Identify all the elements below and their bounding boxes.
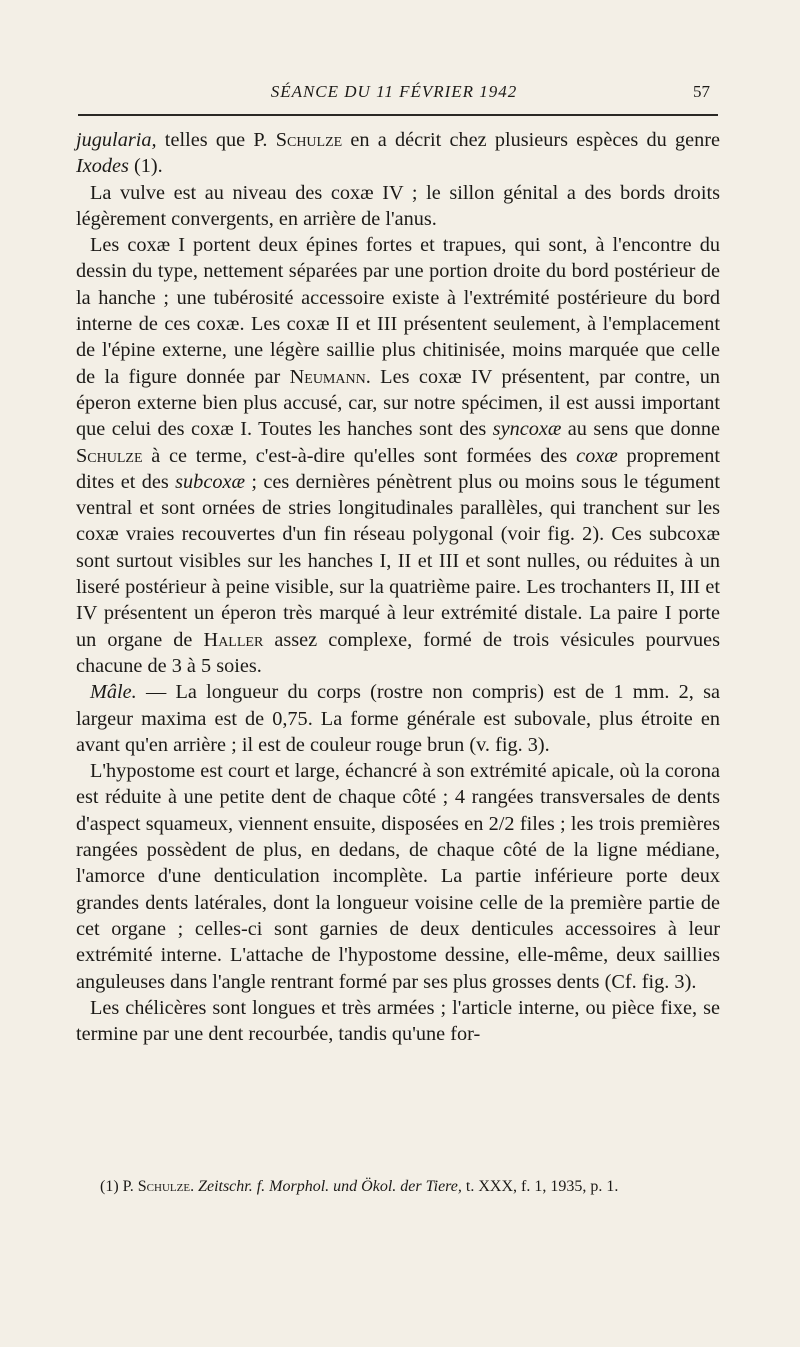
text-segment: proprement dites et des xyxy=(76,444,720,493)
journal-title: Zeitschr. f. Morphol. und Ökol. der Tiere, xyxy=(198,1178,462,1195)
body-text xyxy=(76,127,720,1047)
genus-name: Ixodes xyxy=(76,155,129,178)
term-syncoxae: syncoxæ xyxy=(492,418,562,441)
paragraph-5: L'hypostome est court et large, échancré à son extrémité apicale, où la corona est réduite à une petite dent de chaque côté ; 4 rangées transversales de dents d'aspect squameux, viennent ensuite, disposées en 2/2 files ; les trois premières rangées possèdent de plus, en dedans, de chaque côté de la ligne médiane, l'amorce d'une denticulation incomplète. La partie inférieure porte deux grandes dents latérales, dont la longueur voisine celle de la première partie de cet organe ; celles-ci sont garnies de deux denticules accessoires à leur extrémité interne. L'attache de l'hypostome dessine, elle-même, deux saillies anguleuses dans l'angle rentrant formé par ses plus grosses dents (Cf. fig. 3). xyxy=(76,760,720,993)
author-name: Haller xyxy=(203,628,264,651)
paragraph-6: Les chélicères sont longues et très armées ; l'article interne, ou pièce fixe, se termine par une dent recourbée, tandis qu'une for- xyxy=(76,996,720,1046)
paragraph-1 xyxy=(76,127,720,180)
text-segment: au sens que donne xyxy=(561,418,720,441)
text-segment: ; ces dernières pénètrent plus ou moins sous le tégument ventral et sont ornées de stries longitudinales parallèles, qui tranchent sur les coxæ vraies recouvertes d'un fin réseau polygonal (voir fig. 2). Ces subcoxæ sont surtout visibles sur les hanches I, II et III et sont nulles, ou réduites à un liseré postérieur à peine visible, sur la quatrième paire. Les trochanters II, III et IV présentent un éperon très marqué à leur extrémité distale. La paire I porte un organe de xyxy=(76,470,721,651)
section-label-male: Mâle. xyxy=(90,681,137,704)
running-title: SÉANCE DU 11 FÉVRIER 1942 xyxy=(270,82,518,101)
species-name: jugularia, xyxy=(76,129,157,151)
text-segment: Les coxæ I portent deux épines fortes et trapues, qui sont, à l'encontre du dessin du type, nettement séparées par une portion droite du bord postérieur de la hanche ; une tubérosité accessoire existe à l'extrémité postérieure du bord interne de ces coxæ. Les coxæ II et III présentent seulement, à l'emplacement de l'épine externe, une légère saillie plus chitinisée, moins marquée que celle de la figure donnée par xyxy=(76,234,720,388)
author-name: Schulze xyxy=(137,1178,191,1195)
text-segment: . xyxy=(190,1178,199,1195)
page-header xyxy=(78,82,710,110)
term-subcoxae: subcoxæ xyxy=(175,470,245,493)
page-number: 57 xyxy=(693,82,710,101)
text-segment: . Les coxæ IV présentent, par contre, un éperon externe bien plus accusé, car, sur notre spécimen, il est aussi important que celui des coxæ I. Toutes les hanches sont des xyxy=(76,365,720,441)
text-segment: en a décrit chez plusieurs espèces du genre xyxy=(342,129,721,151)
header-rule xyxy=(78,114,718,116)
author-name: Schulze xyxy=(275,129,343,151)
paragraph-2: La vulve est au niveau des coxæ IV ; le sillon génital a des bords droits légèrement convergents, en arrière de l'anus. xyxy=(76,181,720,230)
author-name: Schulze xyxy=(76,444,143,467)
text-segment: — La longueur du corps (rostre non compris) est de 1 mm. 2, sa largeur maxima est de 0,75. La forme générale est subovale, plus étroite en avant qu'en arrière ; il est de couleur rouge brun (v. fig. 3). xyxy=(76,681,720,756)
text-segment: telles que P. xyxy=(156,129,276,151)
author-name: Neumann xyxy=(289,365,366,388)
paragraph-3 xyxy=(76,232,720,679)
footnote-marker: (1) P. xyxy=(100,1178,138,1195)
term-coxae: coxæ xyxy=(576,444,618,467)
text-segment: t. XXX, f. 1, 1935, p. 1. xyxy=(461,1178,619,1195)
paragraph-4 xyxy=(76,679,720,758)
footnote xyxy=(78,1176,720,1198)
text-segment: à ce terme, c'est-à-dire qu'elles sont formées des xyxy=(142,444,577,467)
footnote-ref: (1). xyxy=(128,155,163,178)
text-segment: assez complexe, formé de trois vésicules pourvues chacune de 3 à 5 soies. xyxy=(76,628,721,677)
